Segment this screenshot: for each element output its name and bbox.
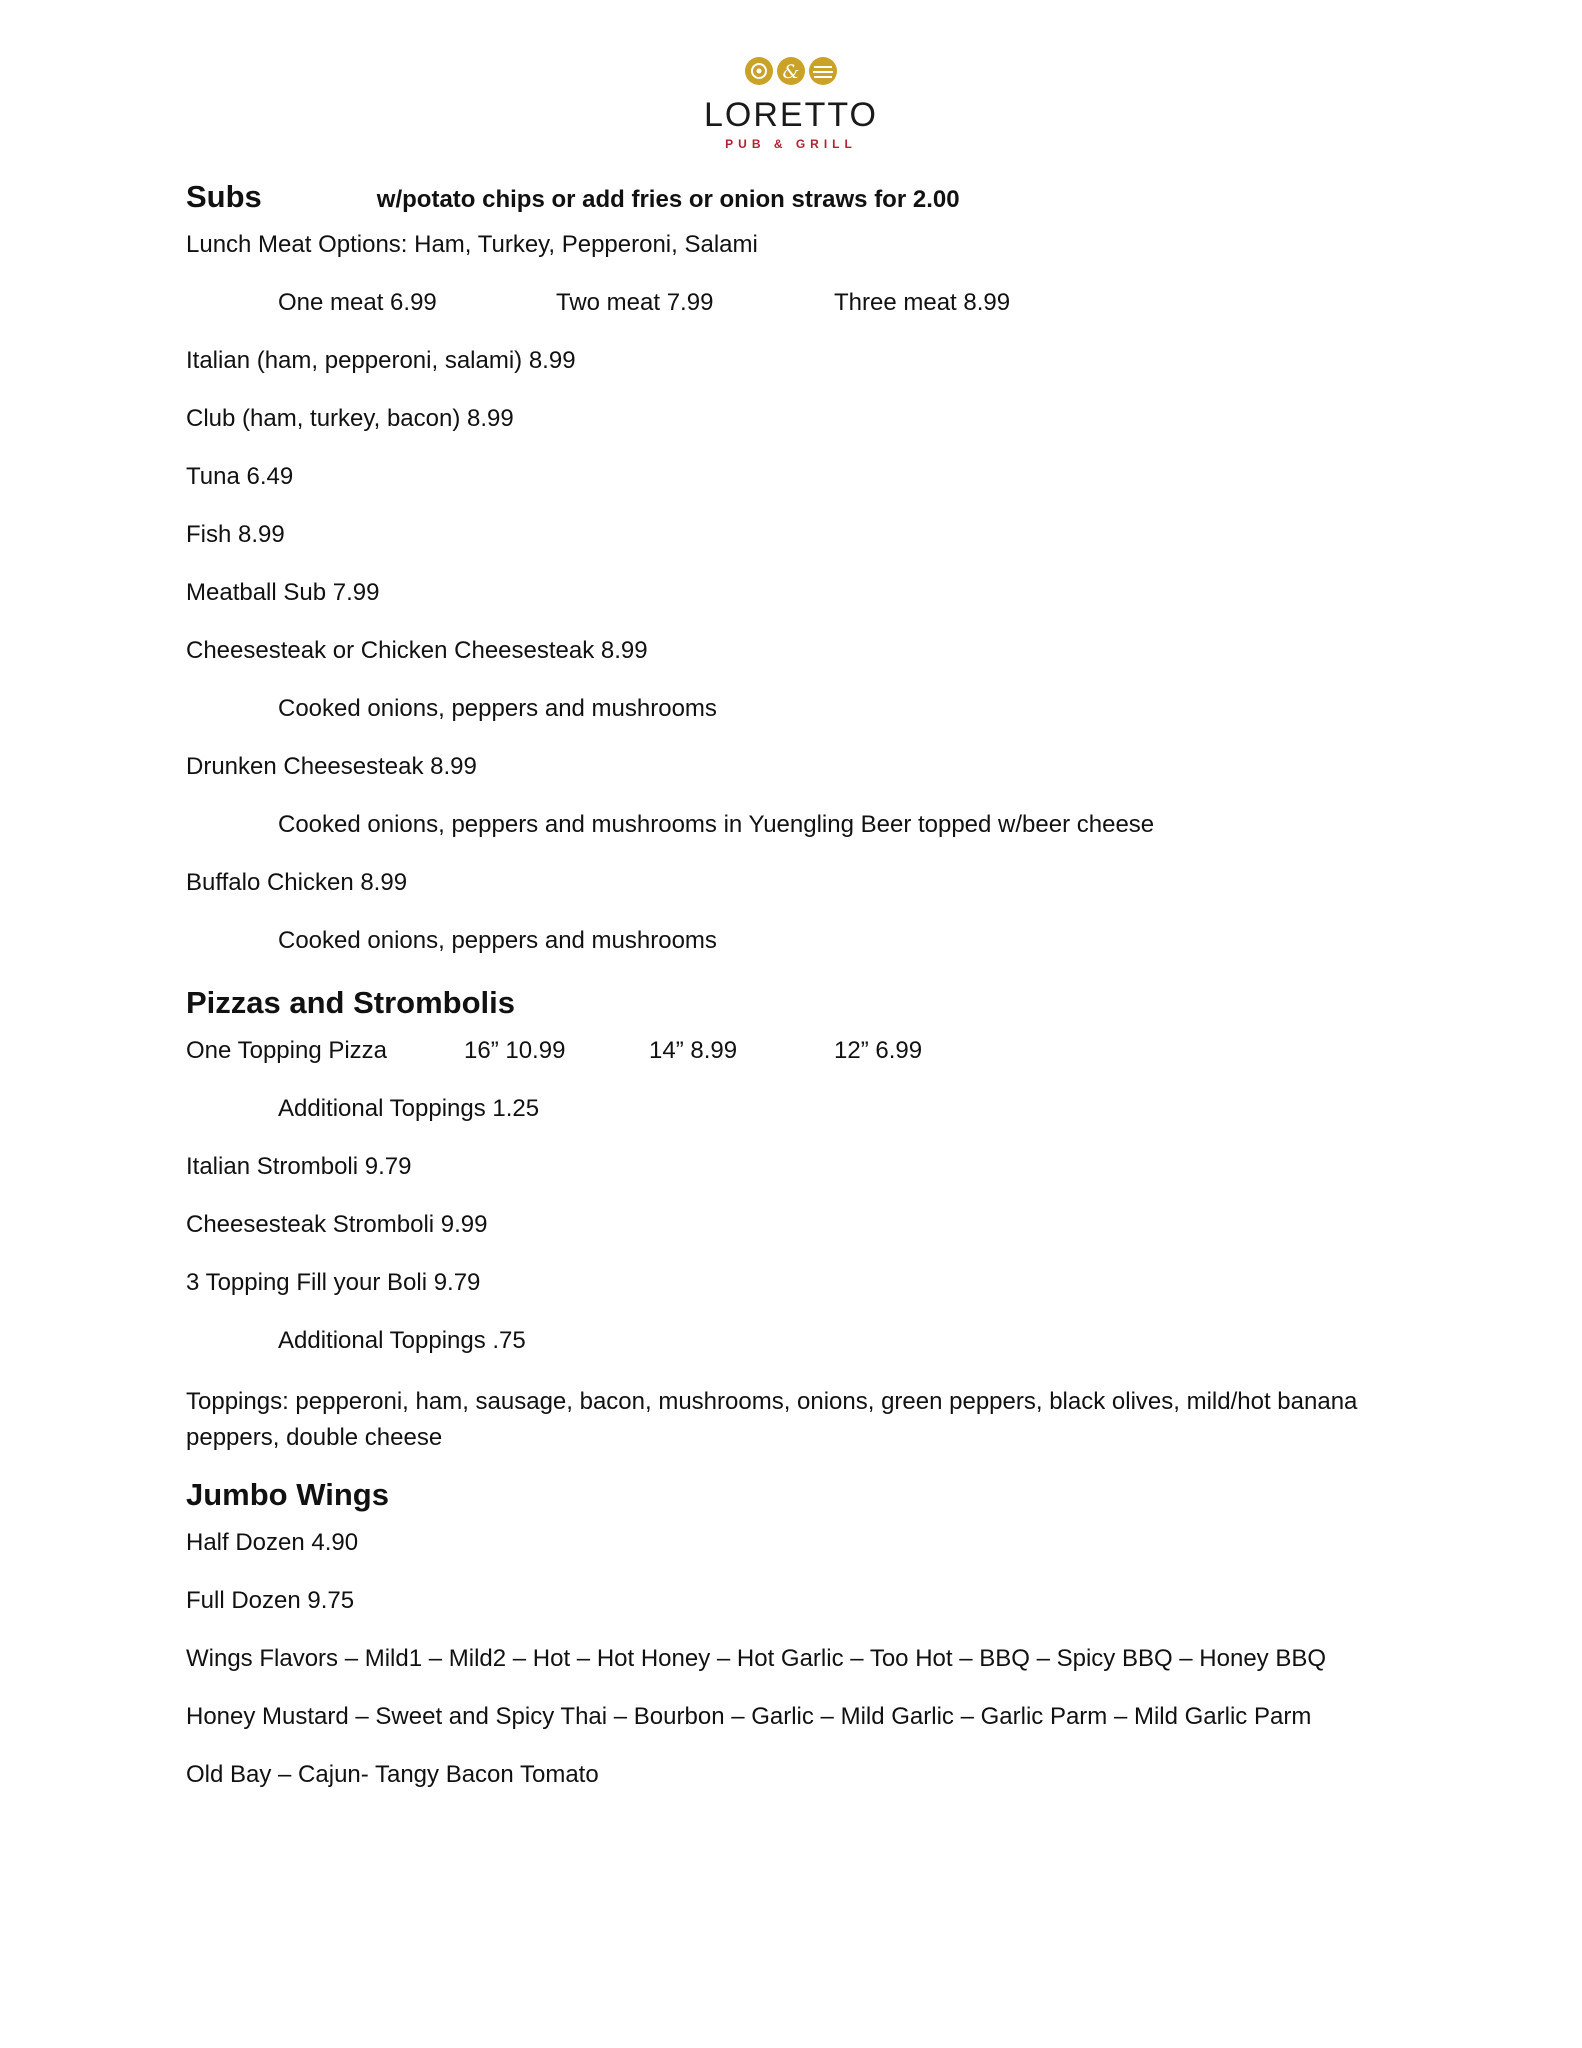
subs-title: Subs [186,179,262,214]
item-cheesesteak-stromboli: Cheesesteak Stromboli 9.99 [186,1211,488,1238]
lunch-meat-options: Lunch Meat Options: Ham, Turkey, Pepperoni, Salami [186,231,758,258]
meat-option-two: Two meat 7.99 [556,289,714,316]
item-full-dozen: Full Dozen 9.75 [186,1587,355,1614]
wing-flavors-line-2: Honey Mustard – Sweet and Spicy Thai – Bourbon – Garlic – Mild Garlic – Garlic Parm – Mild Garlic Parm [186,1703,1312,1730]
logo-name: LORETTO [704,96,878,134]
item-club-sub: Club (ham, turkey, bacon) 8.99 [186,405,514,432]
boli-additional-toppings: Additional Toppings .75 [278,1327,526,1354]
logo [0,54,1582,151]
drunken-description: Cooked onions, peppers and mushrooms in Yuengling Beer topped w/beer cheese [278,811,1155,838]
pizza-additional-toppings: Additional Toppings 1.25 [278,1095,540,1122]
item-cheesesteak: Cheesesteak or Chicken Cheesesteak 8.99 [186,637,648,664]
subs-header [186,178,1436,216]
wings-title: Jumbo Wings [186,1477,389,1512]
item-italian-sub: Italian (ham, pepperoni, salami) 8.99 [186,347,576,374]
subs-note: w/potato chips or add fries or onion straws for 2.00 [376,186,960,213]
menu-content [186,178,1436,1818]
item-half-dozen: Half Dozen 4.90 [186,1529,359,1556]
one-topping-label: One Topping Pizza [186,1037,388,1064]
meat-option-one: One meat 6.99 [278,289,437,316]
item-buffalo-chicken: Buffalo Chicken 8.99 [186,869,408,896]
logo-emblem-icon [743,54,839,88]
pizza-size-12: 12” 6.99 [834,1037,923,1064]
wing-flavors-line-1: Wings Flavors – Mild1 – Mild2 – Hot – Hot Honey – Hot Garlic – Too Hot – BBQ – Spicy BBQ – Honey BBQ [186,1645,1327,1672]
item-italian-stromboli: Italian Stromboli 9.79 [186,1153,412,1180]
svg-text:&: & [782,61,800,83]
wing-flavors-line-3: Old Bay – Cajun- Tangy Bacon Tomato [186,1761,599,1788]
one-topping-pizza-row [186,1036,1436,1066]
toppings-list: Toppings: pepperoni, ham, sausage, bacon, mushrooms, onions, green peppers, black olives, mild/hot banana peppers, double cheese [186,1388,1358,1451]
pizza-size-14: 14” 8.99 [649,1037,738,1064]
meat-option-three: Three meat 8.99 [834,289,1011,316]
item-tuna-sub: Tuna 6.49 [186,463,294,490]
pizzas-title: Pizzas and Strombolis [186,985,516,1020]
meat-options-row [186,288,1436,318]
logo-subtitle: PUB & GRILL [725,137,857,151]
item-drunken-cheesesteak: Drunken Cheesesteak 8.99 [186,753,477,780]
buffalo-description: Cooked onions, peppers and mushrooms [278,927,717,954]
cheesesteak-description: Cooked onions, peppers and mushrooms [278,695,717,722]
pizza-size-16: 16” 10.99 [464,1037,566,1064]
item-meatball-sub: Meatball Sub 7.99 [186,579,380,606]
item-fill-your-boli: 3 Topping Fill your Boli 9.79 [186,1269,481,1296]
logo-icons [743,54,839,88]
item-fish-sub: Fish 8.99 [186,521,285,548]
